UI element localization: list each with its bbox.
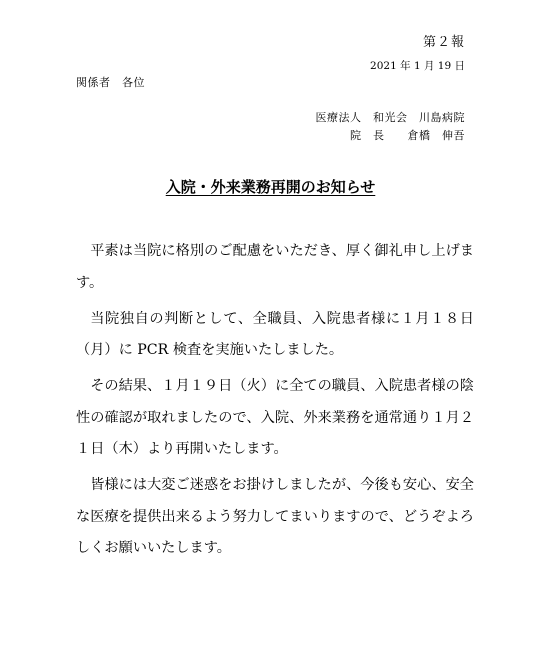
document-title: 入院・外来業務再開のお知らせ <box>165 178 376 196</box>
addressee: 関係者 各位 <box>76 76 145 89</box>
body-paragraph: 皆様には大変ご迷惑をお掛けしましたが、今後も安心、安全な医療を提供出来るよう努力してまいりますので、どうぞよろしくお願いいたします。 <box>76 477 474 556</box>
body-paragraph: その結果、１月１９日（火）に全ての職員、入院患者様の陰性の確認が取れましたので、入院、外来業務を通常通り１月２１日（木）より再開いたします。 <box>76 378 474 457</box>
issue-date: 2021 年 1 月 19 日 <box>370 60 465 72</box>
body-paragraph: 当院独自の判断として、全職員、入院患者様に１月１８日（月）に PCR 検査を実施いたしました。 <box>76 310 474 358</box>
document-body <box>76 236 474 569</box>
sender-organization: 医療法人 和光会 川島病院 <box>315 111 465 124</box>
report-number: 第２報 <box>422 35 465 50</box>
body-paragraph: 平素は当院に格別のご配慮をいただき、厚く御礼申し上げます。 <box>76 243 474 291</box>
sender-name: 院 長 倉橋 伸吾 <box>350 129 465 142</box>
